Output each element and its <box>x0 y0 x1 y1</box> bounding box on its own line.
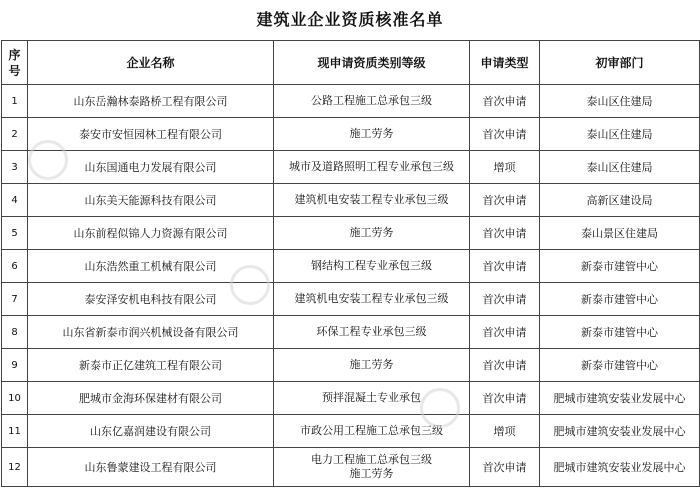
cell-qualification <box>274 448 470 487</box>
cell-department: 肥城市建筑安装业发展中心 <box>540 415 700 448</box>
cell-apply-type: 首次申请 <box>470 184 540 217</box>
qualification-line: 预拌混凝土专业承包 <box>322 391 421 404</box>
qualification-line: 公路工程施工总承包三级 <box>311 94 432 107</box>
cell-apply-type: 首次申请 <box>470 118 540 151</box>
header-company: 企业名称 <box>28 41 274 85</box>
table-row <box>2 250 700 283</box>
cell-qualification <box>274 382 470 415</box>
table-row <box>2 349 700 382</box>
qualification-line: 环保工程专业承包三级 <box>316 325 427 338</box>
cell-seq: 3 <box>2 151 28 184</box>
cell-apply-type: 首次申请 <box>470 217 540 250</box>
cell-department: 泰山区住建局 <box>540 151 700 184</box>
cell-company: 泰安市安恒园林工程有限公司 <box>28 118 274 151</box>
table-row <box>2 448 700 487</box>
table-row <box>2 151 700 184</box>
cell-company: 山东岳瀚林泰路桥工程有限公司 <box>28 85 274 118</box>
header-seq-line-1: 序 <box>8 47 21 62</box>
document-title: 建筑业企业资质核准名单 <box>256 10 444 29</box>
cell-company: 肥城市金海环保建材有限公司 <box>28 382 274 415</box>
cell-seq: 11 <box>2 415 28 448</box>
table-row <box>2 184 700 217</box>
table-row <box>2 382 700 415</box>
cell-department: 肥城市建筑安装业发展中心 <box>540 382 700 415</box>
cell-company: 山东前程似锦人力资源有限公司 <box>28 217 274 250</box>
cell-department: 新泰市建管中心 <box>540 250 700 283</box>
cell-qualification <box>274 316 470 349</box>
qualification-line: 施工劳务 <box>349 467 394 480</box>
cell-company: 山东亿嘉润建设有限公司 <box>28 415 274 448</box>
qualification-line: 施工劳务 <box>349 358 394 371</box>
cell-qualification <box>274 85 470 118</box>
table-body <box>2 85 700 487</box>
cell-seq: 4 <box>2 184 28 217</box>
cell-apply-type: 首次申请 <box>470 349 540 382</box>
cell-qualification <box>274 250 470 283</box>
qualification-line: 建筑机电安装工程专业承包三级 <box>294 292 449 305</box>
qualification-line: 钢结构工程专业承包三级 <box>311 259 432 272</box>
qualification-line: 施工劳务 <box>349 226 394 239</box>
table-row <box>2 415 700 448</box>
cell-seq: 9 <box>2 349 28 382</box>
qualification-line: 施工劳务 <box>349 127 394 140</box>
cell-qualification <box>274 217 470 250</box>
cell-company: 山东省新泰市润兴机械设备有限公司 <box>28 316 274 349</box>
cell-department: 新泰市建管中心 <box>540 349 700 382</box>
table-row <box>2 217 700 250</box>
cell-company: 山东美天能源科技有限公司 <box>28 184 274 217</box>
header-seq <box>2 41 28 85</box>
cell-department: 新泰市建管中心 <box>540 283 700 316</box>
table-row <box>2 316 700 349</box>
cell-department: 泰山景区住建局 <box>540 217 700 250</box>
cell-qualification <box>274 415 470 448</box>
cell-department: 高新区建设局 <box>540 184 700 217</box>
cell-apply-type: 首次申请 <box>470 250 540 283</box>
cell-company: 山东浩然重工机械有限公司 <box>28 250 274 283</box>
cell-company: 泰安泽安机电科技有限公司 <box>28 283 274 316</box>
qualification-table <box>1 40 700 487</box>
cell-seq: 8 <box>2 316 28 349</box>
cell-qualification <box>274 151 470 184</box>
table-header-row <box>2 41 700 85</box>
table-row <box>2 85 700 118</box>
cell-apply-type: 增项 <box>470 151 540 184</box>
cell-seq: 6 <box>2 250 28 283</box>
table-row <box>2 283 700 316</box>
cell-seq: 2 <box>2 118 28 151</box>
cell-apply-type: 首次申请 <box>470 382 540 415</box>
cell-apply-type: 首次申请 <box>470 316 540 349</box>
cell-seq: 5 <box>2 217 28 250</box>
cell-apply-type: 首次申请 <box>470 85 540 118</box>
qualification-line: 市政公用工程施工总承包三级 <box>300 424 443 437</box>
cell-qualification <box>274 349 470 382</box>
cell-department: 肥城市建筑安装业发展中心 <box>540 448 700 487</box>
header-department: 初审部门 <box>540 41 700 85</box>
header-apply-type: 申请类型 <box>470 41 540 85</box>
cell-apply-type: 首次申请 <box>470 448 540 487</box>
cell-department: 泰山区住建局 <box>540 85 700 118</box>
cell-seq: 1 <box>2 85 28 118</box>
cell-apply-type: 首次申请 <box>470 283 540 316</box>
qualification-line: 建筑机电安装工程专业承包三级 <box>294 193 449 206</box>
cell-qualification <box>274 283 470 316</box>
cell-qualification <box>274 184 470 217</box>
cell-company: 山东国通电力发展有限公司 <box>28 151 274 184</box>
cell-seq: 10 <box>2 382 28 415</box>
cell-department: 新泰市建管中心 <box>540 316 700 349</box>
cell-apply-type: 增项 <box>470 415 540 448</box>
header-seq-line-2: 号 <box>8 63 21 78</box>
cell-seq: 12 <box>2 448 28 487</box>
cell-qualification <box>274 118 470 151</box>
table-row <box>2 118 700 151</box>
cell-department: 泰山区住建局 <box>540 118 700 151</box>
cell-company: 新泰市正亿建筑工程有限公司 <box>28 349 274 382</box>
qualification-line: 城市及道路照明工程专业承包三级 <box>289 160 454 173</box>
qualification-line: 电力工程施工总承包三级 <box>311 453 432 466</box>
header-qualification: 现申请资质类别等级 <box>274 41 470 85</box>
cell-company: 山东鲁蒙建设工程有限公司 <box>28 448 274 487</box>
cell-seq: 7 <box>2 283 28 316</box>
